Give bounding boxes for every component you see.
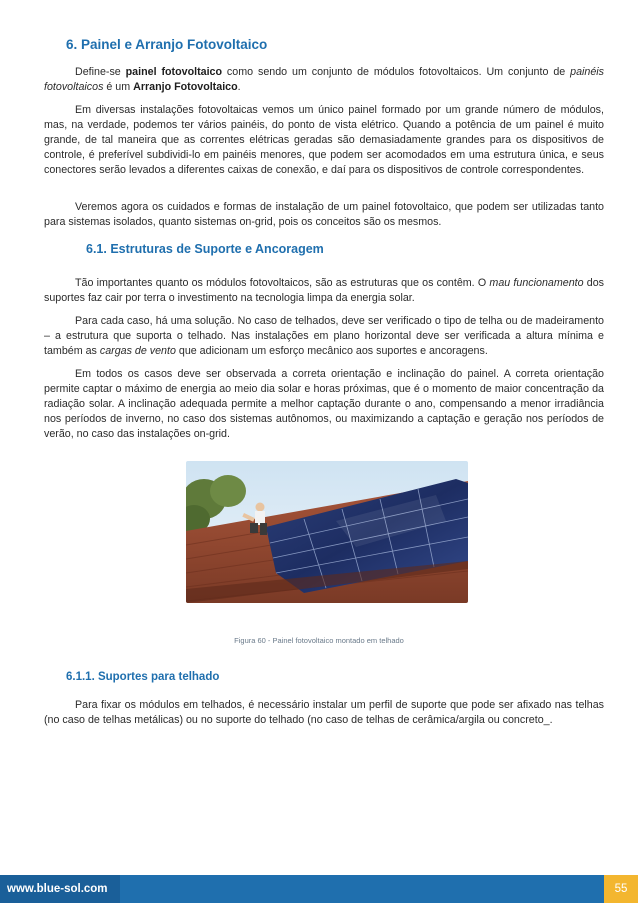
paragraph-orientation: Em todos os casos deve ser observada a correta orientação e inclinação do painel. A correta orientação permite captar o máximo de energia ao meio dia solar e horas próximas, que é o momento de maior concentração da radiação solar. A inclinação adequada permite a melhor captação durante o ano, compensando a menor irradiância nos períodos de inverno, no caso dos sistemas autônomos, ou maximizando a captação e geração nos períodos de verão, no caso das instalações on-grid.	[44, 368, 604, 440]
text-run: dos suportes faz cair por terra o investimento na tecnologia limpa da energia solar.	[44, 277, 605, 304]
paragraph-roof-supports: Para fixar os módulos em telhados, é necessário instalar um perfil de suporte que pode ser afixado nas telhas (no caso de telhas metálicas) ou no suporte do telhado (no caso de telhas de cerâmica/argila ou concreto_.	[44, 699, 604, 726]
solar-roof-photo	[186, 461, 468, 603]
footer-bar	[0, 875, 638, 903]
paragraph-definition	[44, 65, 604, 95]
text-run: .	[237, 81, 241, 93]
page-number: 55	[604, 875, 638, 903]
italic-term: mau funcionamento	[489, 277, 584, 289]
italic-term: painéis fotovoltaicos	[44, 66, 604, 93]
text-run: como sendo um conjunto de módulos fotovoltaicos. Um conjunto de	[222, 66, 571, 78]
italic-term: cargas de vento	[99, 345, 176, 357]
section-heading-6: 6. Painel e Arranjo Fotovoltaico	[66, 37, 268, 52]
paragraph-panels: Em diversas instalações fotovoltaicas vemos um único painel formado por um grande número de módulos, mas, na verdade, podemos ter vários painéis, do ponto de vista elétrico. Quando a potência de um painel é muito grande, de tal maneira que as correntes elétricas geradas são demasiadamente grandes para os dispositivos de controle, é preferível subdividi-lo em painéis menores, que podem ser acomodados em uma estrutura única, e seus conectores serão levados a diferentes caixas de conexão, e daí para os dispositivos de controle correspondentes.	[44, 104, 604, 176]
figure-caption: Figura 60 - Painel fotovoltaico montado em telhado	[234, 636, 404, 645]
text-run: Define-se	[75, 66, 126, 78]
text-run: Para cada caso, há uma solução. No caso de telhados, deve ser verificado o tipo de telha ou de madeiramento – a estrutura que suporta o telhado. Nas instalações em plano horizontal deve ser verificada a altura mínima e também as	[44, 315, 604, 357]
section-heading-6-1-1: 6.1.1. Suportes para telhado	[66, 671, 220, 683]
bold-term: Arranjo Fotovoltaico	[133, 81, 238, 93]
bold-term: painel fotovoltaico	[125, 66, 223, 78]
text-run: é um	[103, 81, 134, 93]
paragraph-roof-types	[44, 314, 604, 359]
paragraph-installation: Veremos agora os cuidados e formas de instalação de um painel fotovoltaico, que podem ser utilizadas tanto para sistemas isolados, quanto sistemas on-grid, pois os conceitos são os mesmos.	[44, 201, 604, 228]
text-run: Tão importantes quanto os módulos fotovoltaicos, são as estruturas que os contêm. O	[75, 277, 490, 289]
paragraph-structures	[44, 276, 604, 306]
footer-website-link[interactable]: www.blue-sol.com	[0, 875, 120, 903]
section-heading-6-1: 6.1. Estruturas de Suporte e Ancoragem	[86, 242, 324, 256]
text-run: que adicionam um esforço mecânico aos suportes e ancoragens.	[175, 345, 488, 357]
